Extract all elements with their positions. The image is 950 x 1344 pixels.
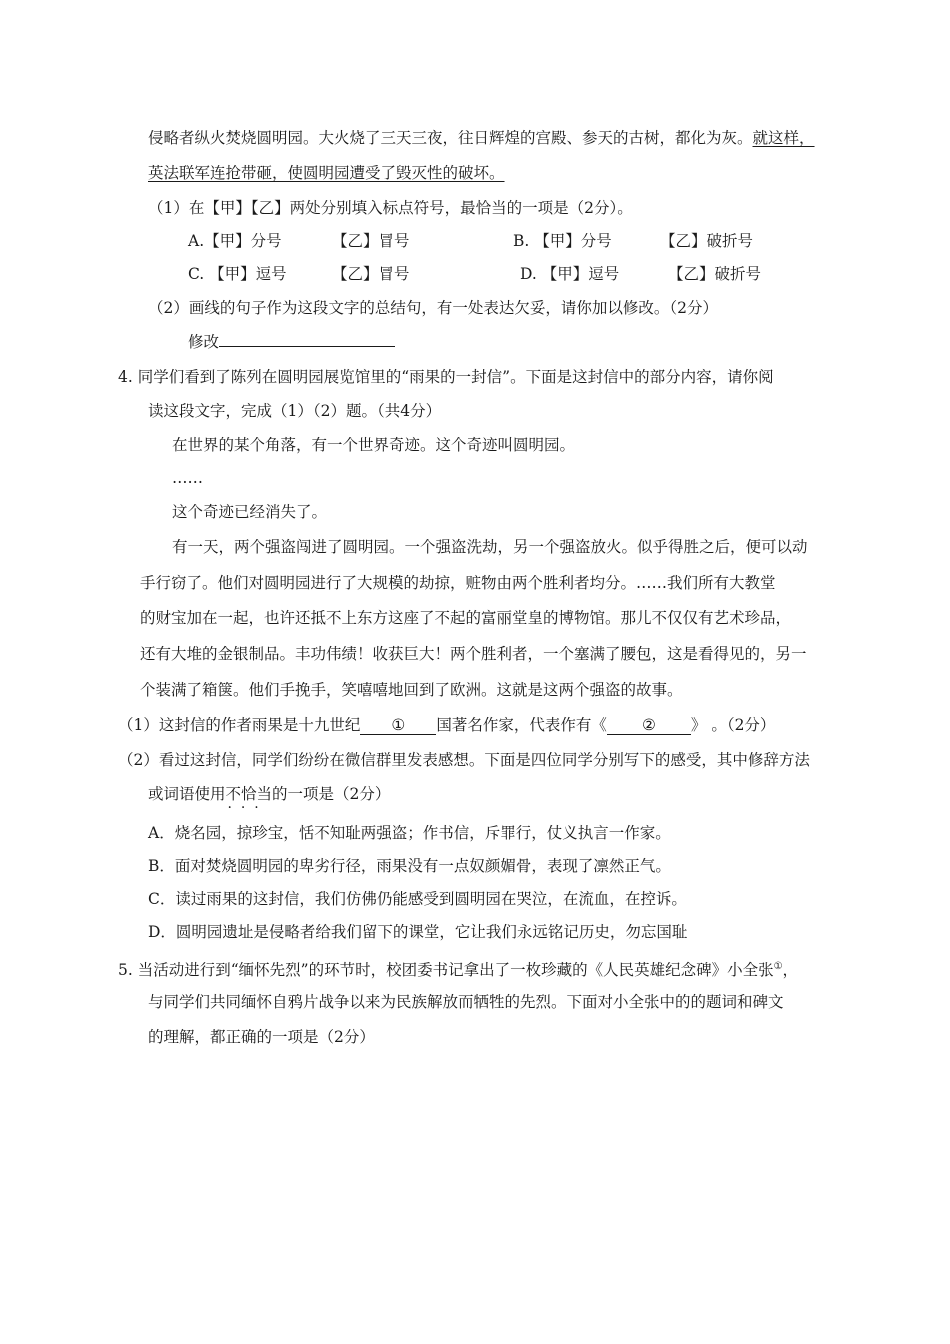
footnote-mark: ① bbox=[773, 961, 783, 972]
q4-sub2-line-1: （2）看过这封信，同学们纷纷在微信群里发表感想。下面是四位同学分别写下的感受，其中修辞方法 bbox=[118, 751, 810, 769]
q3-option-c: C. 【甲】逗号 bbox=[188, 265, 287, 283]
q3-option-d-second: 【乙】破折号 bbox=[668, 265, 762, 283]
blank-1[interactable]: ① bbox=[360, 716, 436, 735]
passage-line-1 bbox=[148, 127, 815, 149]
letter-paragraph-1: 在世界的某个角落，有一个世界奇迹。这个奇迹叫圆明园。 bbox=[172, 436, 576, 454]
revise-label: 修改 bbox=[188, 333, 220, 351]
q3-option-b-second: 【乙】破折号 bbox=[660, 232, 754, 250]
letter-paragraph-3-line: 还有大堆的金银制品。丰功伟绩！收获巨大！两个胜利者，一个塞满了腰包，这是看得见的，另一 bbox=[140, 645, 807, 663]
q4-stem-1: 4. 同学们看到了陈列在圆明园展览馆里的“雨果的一封信”。下面是这封信中的部分内容，请你阅 bbox=[118, 368, 774, 386]
letter-paragraph-3-line: 手行窃了。他们对圆明园进行了大规模的劫掠，赃物由两个胜利者均分。……我们所有大教堂 bbox=[140, 574, 776, 592]
summary-sentence-end: 英法联军连抢带砸，使圆明园遭受了毁灭性的破坏。 bbox=[148, 164, 505, 182]
passage-text: 侵略者纵火焚烧圆明园。大火烧了三天三夜，往日辉煌的宫殿、参天的古树，都化为灰。 bbox=[148, 129, 753, 147]
letter-paragraph-3-line: 的财宝加在一起，也许还抵不上东方这座了不起的富丽堂皇的博物馆。那儿不仅仅有艺术珍品， bbox=[140, 609, 792, 627]
q3-option-c-second: 【乙】冒号 bbox=[332, 265, 410, 283]
q5-line-3: 的理解，都正确的一项是（2分） bbox=[148, 1028, 375, 1046]
q3-option-a: A.【甲】分号 bbox=[188, 232, 282, 250]
q4-option-a: A．烧名园，掠珍宝，恬不知耻两强盗；作书信，斥罪行，仗义执言一作家。 bbox=[148, 824, 671, 842]
letter-paragraph-2: 这个奇迹已经消失了。 bbox=[172, 503, 328, 521]
q4-option-c: C．读过雨果的这封信，我们仿佛仍能感受到圆明园在哭泣，在流血，在控诉。 bbox=[148, 890, 687, 908]
summary-sentence-start: 就这样， bbox=[752, 129, 815, 147]
q3-sub2: （2）画线的句子作为这段文字的总结句，有一处表达欠妥，请你加以修改。（2分） bbox=[148, 299, 718, 317]
emphasis-dotted-text: 不恰当 · · · bbox=[226, 783, 273, 805]
q4-sub1: （1）这封信的作者雨果是十九世纪 ① 国著名作家，代表作有《 ② 》 。（2分） bbox=[118, 716, 776, 734]
q5-line-2: 与同学们共同缅怀自鸦片战争以来为民族解放而牺牲的先烈。下面对小全张中的的题词和碑文 bbox=[148, 993, 784, 1011]
revise-answer-blank[interactable] bbox=[219, 346, 395, 347]
letter-ellipsis: …… bbox=[172, 469, 203, 487]
blank-2[interactable]: ② bbox=[607, 716, 691, 735]
q3-option-a-second: 【乙】冒号 bbox=[332, 232, 410, 250]
letter-paragraph-3-line: 有一天，两个强盗闯进了圆明园。一个强盗洗劫，另一个强盗放火。似乎得胜之后，便可以动 bbox=[172, 538, 808, 556]
q3-sub1: （1）在【甲】【乙】两处分别填入标点符号，最恰当的一项是（2分）。 bbox=[148, 199, 633, 217]
q4-option-b: B．面对焚烧圆明园的卑劣行径，雨果没有一点奴颜媚骨，表现了凛然正气。 bbox=[148, 857, 671, 875]
q5-line-1: 5. 当活动进行到“缅怀先烈”的环节时，校团委书记拿出了一枚珍藏的《人民英雄纪念碑》小全张①， bbox=[118, 961, 799, 980]
q3-option-b: B. 【甲】分号 bbox=[513, 232, 612, 250]
q3-option-d: D. 【甲】逗号 bbox=[520, 265, 620, 283]
q4-sub2-line-2: 或词语使用不恰当 · · ·的一项是（2分） bbox=[148, 783, 390, 805]
q4-stem-2: 读这段文字，完成（1）（2）题。（共4分） bbox=[148, 402, 442, 420]
q3-revise bbox=[188, 331, 395, 353]
letter-paragraph-3-line: 个装满了箱箧。他们手挽手，笑嘻嘻地回到了欧洲。这就是这两个强盗的故事。 bbox=[140, 681, 683, 699]
q4-option-d: D．圆明园遗址是侵略者给我们留下的课堂，它让我们永远铭记历史，勿忘国耻 bbox=[148, 923, 688, 941]
